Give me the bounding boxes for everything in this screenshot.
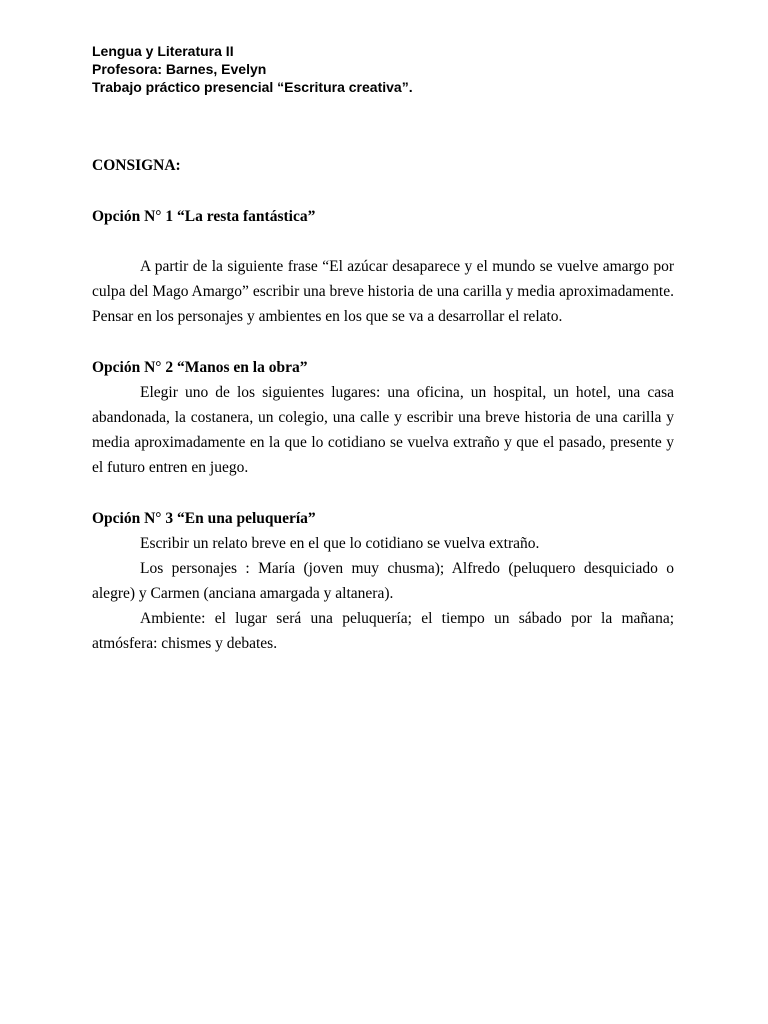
option-3-instruction: Escribir un relato breve en el que lo cotidiano se vuelva extraño. <box>140 535 540 552</box>
course-name: Lengua y Literatura II <box>92 43 234 59</box>
option-1-section <box>92 204 674 329</box>
option-2-text: Elegir uno de los siguientes lugares: una oficina, un hospital, un hotel, una casa abandonada, la costanera, un colegio, una calle y escribir una breve historia de una carilla y media aproximadamente en la que lo cotidiano se vuelva extraño y que el pasado, presente y el futuro entren en juego. <box>92 384 674 476</box>
assignment-title: Trabajo práctico presencial “Escritura creativa”. <box>92 79 413 95</box>
option-3-characters: Los personajes : María (joven muy chusma); Alfredo (peluquero desquiciado o alegre) y Carmen (anciana amargada y altanera). <box>92 560 674 602</box>
option-3-setting: Ambiente: el lugar será una peluquería; el tiempo un sábado por la mañana; atmósfera: chismes y debates. <box>92 610 674 652</box>
option-3-title: Opción N° 3 “En una peluquería” <box>92 510 316 527</box>
document-header <box>92 42 692 96</box>
option-3-section <box>92 506 674 656</box>
option-2-section <box>92 355 674 480</box>
option-1-text: A partir de la siguiente frase “El azúcar desaparece y el mundo se vuelve amargo por culpa del Mago Amargo” escribir una breve historia de una carilla y media aproximadamente. Pensar en los personajes y ambientes en los que se va a desarrollar el relato. <box>92 258 674 325</box>
option-2-title: Opción N° 2 “Manos en la obra” <box>92 359 308 376</box>
teacher-name: Profesora: Barnes, Evelyn <box>92 61 267 77</box>
consigna-heading: CONSIGNA: <box>92 157 181 174</box>
option-1-title: Opción N° 1 “La resta fantástica” <box>92 208 316 225</box>
